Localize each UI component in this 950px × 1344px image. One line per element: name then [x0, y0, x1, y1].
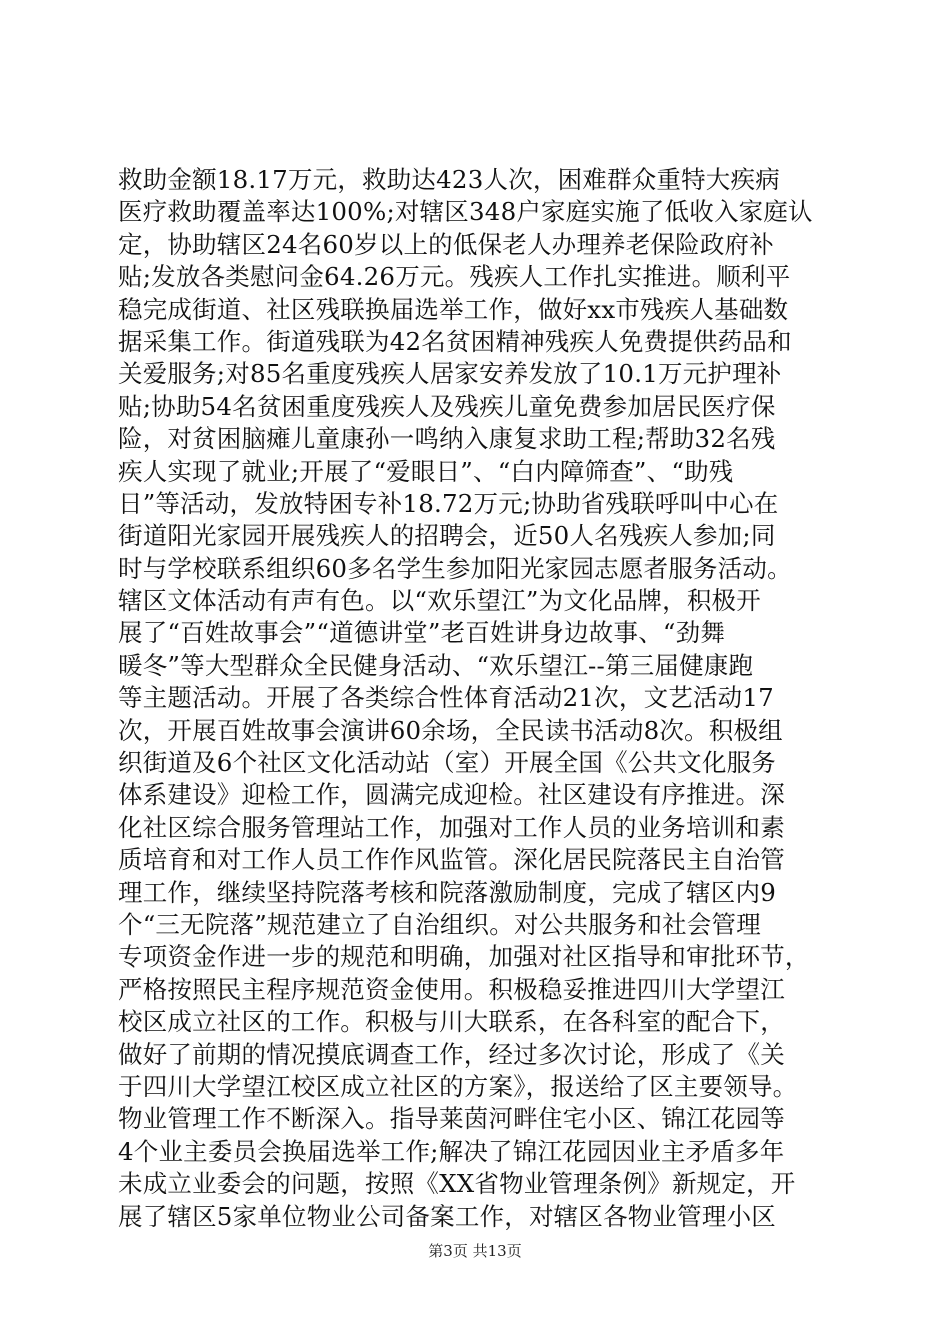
text-line: 时与学校联系组织60多名学生参加阳光家园志愿者服务活动。: [118, 553, 792, 583]
page-number-footer: 第3页 共13页: [428, 1242, 522, 1260]
text-line: 理工作，继续坚持院落考核和院落激励制度，完成了辖区内9: [118, 877, 776, 907]
body-paragraph: [118, 164, 858, 1233]
text-line: 做好了前期的情况摸底调查工作，经过多次讨论，形成了《关: [118, 1039, 785, 1069]
text-line: 展了“百姓故事会”“道德讲堂”老百姓讲身边故事、“劲舞: [118, 618, 726, 648]
text-line: 于四川大学望江校区成立社区的方案》，报送给了区主要领导。: [118, 1071, 798, 1101]
text-line: 疾人实现了就业;开展了“爱眼日”、“白内障筛查”、“助残: [118, 456, 734, 486]
text-line: 严格按照民主程序规范资金使用。积极稳妥推进四川大学望江: [118, 974, 785, 1004]
text-line: 关爱服务;对85名重度残疾人居家安养发放了10.1万元护理补: [118, 359, 782, 389]
text-line: 未成立业委会的问题，按照《XX省物业管理条例》新规定，开: [118, 1169, 796, 1199]
text-line: 化社区综合服务管理站工作，加强对工作人员的业务培训和素: [118, 812, 785, 842]
text-line: 稳完成街道、社区残联换届选举工作，做好xx市残疾人基础数: [118, 294, 789, 324]
text-line: 据采集工作。街道残联为42名贫困精神残疾人免费提供药品和: [118, 326, 792, 356]
text-line: 个“三无院落”规范建立了自治组织。对公共服务和社会管理: [118, 909, 761, 939]
text-line: 日”等活动，发放特困专补18.72万元;协助省残联呼叫中心在: [118, 488, 779, 518]
text-line: 贴;协助54名贫困重度残疾人及残疾儿童免费参加居民医疗保: [118, 391, 776, 421]
text-line: 校区成立社区的工作。积极与川大联系，在各科室的配合下，: [118, 1007, 785, 1037]
text-line: 物业管理工作不断深入。指导莱茵河畔住宅小区、锦江花园等: [118, 1104, 785, 1134]
text-line: 贴;发放各类慰问金64.26万元。残疾人工作扎实推进。顺利平: [118, 262, 791, 292]
text-line: 救助金额18.17万元，救助达423人次，困难群众重特大疾病: [118, 165, 780, 194]
text-line: 辖区文体活动有声有色。以“欢乐望江”为文化品牌，积极开: [118, 586, 761, 616]
text-line: 医疗救助覆盖率达100%;对辖区348户家庭实施了低收入家庭认: [118, 197, 813, 227]
text-line: 体系建设》迎检工作，圆满完成迎检。社区建设有序推进。深: [118, 780, 785, 810]
text-line: 等主题活动。开展了各类综合性体育活动21次，文艺活动17: [118, 683, 774, 713]
text-line: 展了辖区5家单位物业公司备案工作，对辖区各物业管理小区: [118, 1201, 776, 1231]
text-line: 定，协助辖区24名60岁以上的低保老人办理养老保险政府补: [118, 229, 774, 259]
text-line: 质培育和对工作人员工作作风监管。深化居民院落民主自治管: [118, 845, 785, 875]
text-line: 4个业主委员会换届选举工作;解决了锦江花园因业主矛盾多年: [118, 1136, 785, 1166]
text-line: 次，开展百姓故事会演讲60余场，全民读书活动8次。积极组: [118, 715, 783, 745]
text-line: 暖冬”等大型群众全民健身活动、“欢乐望江--第三届健康跑: [118, 650, 754, 680]
text-line: 街道阳光家园开展残疾人的招聘会，近50人名残疾人参加;同: [118, 521, 776, 551]
text-line: 专项资金作进一步的规范和明确，加强对社区指导和审批环节，: [118, 942, 810, 972]
text-line: 织街道及6个社区文化活动站（室）开展全国《公共文化服务: [118, 748, 776, 778]
text-line: 险，对贫困脑瘫儿童康孙一鸣纳入康复求助工程;帮助32名残: [118, 424, 776, 454]
